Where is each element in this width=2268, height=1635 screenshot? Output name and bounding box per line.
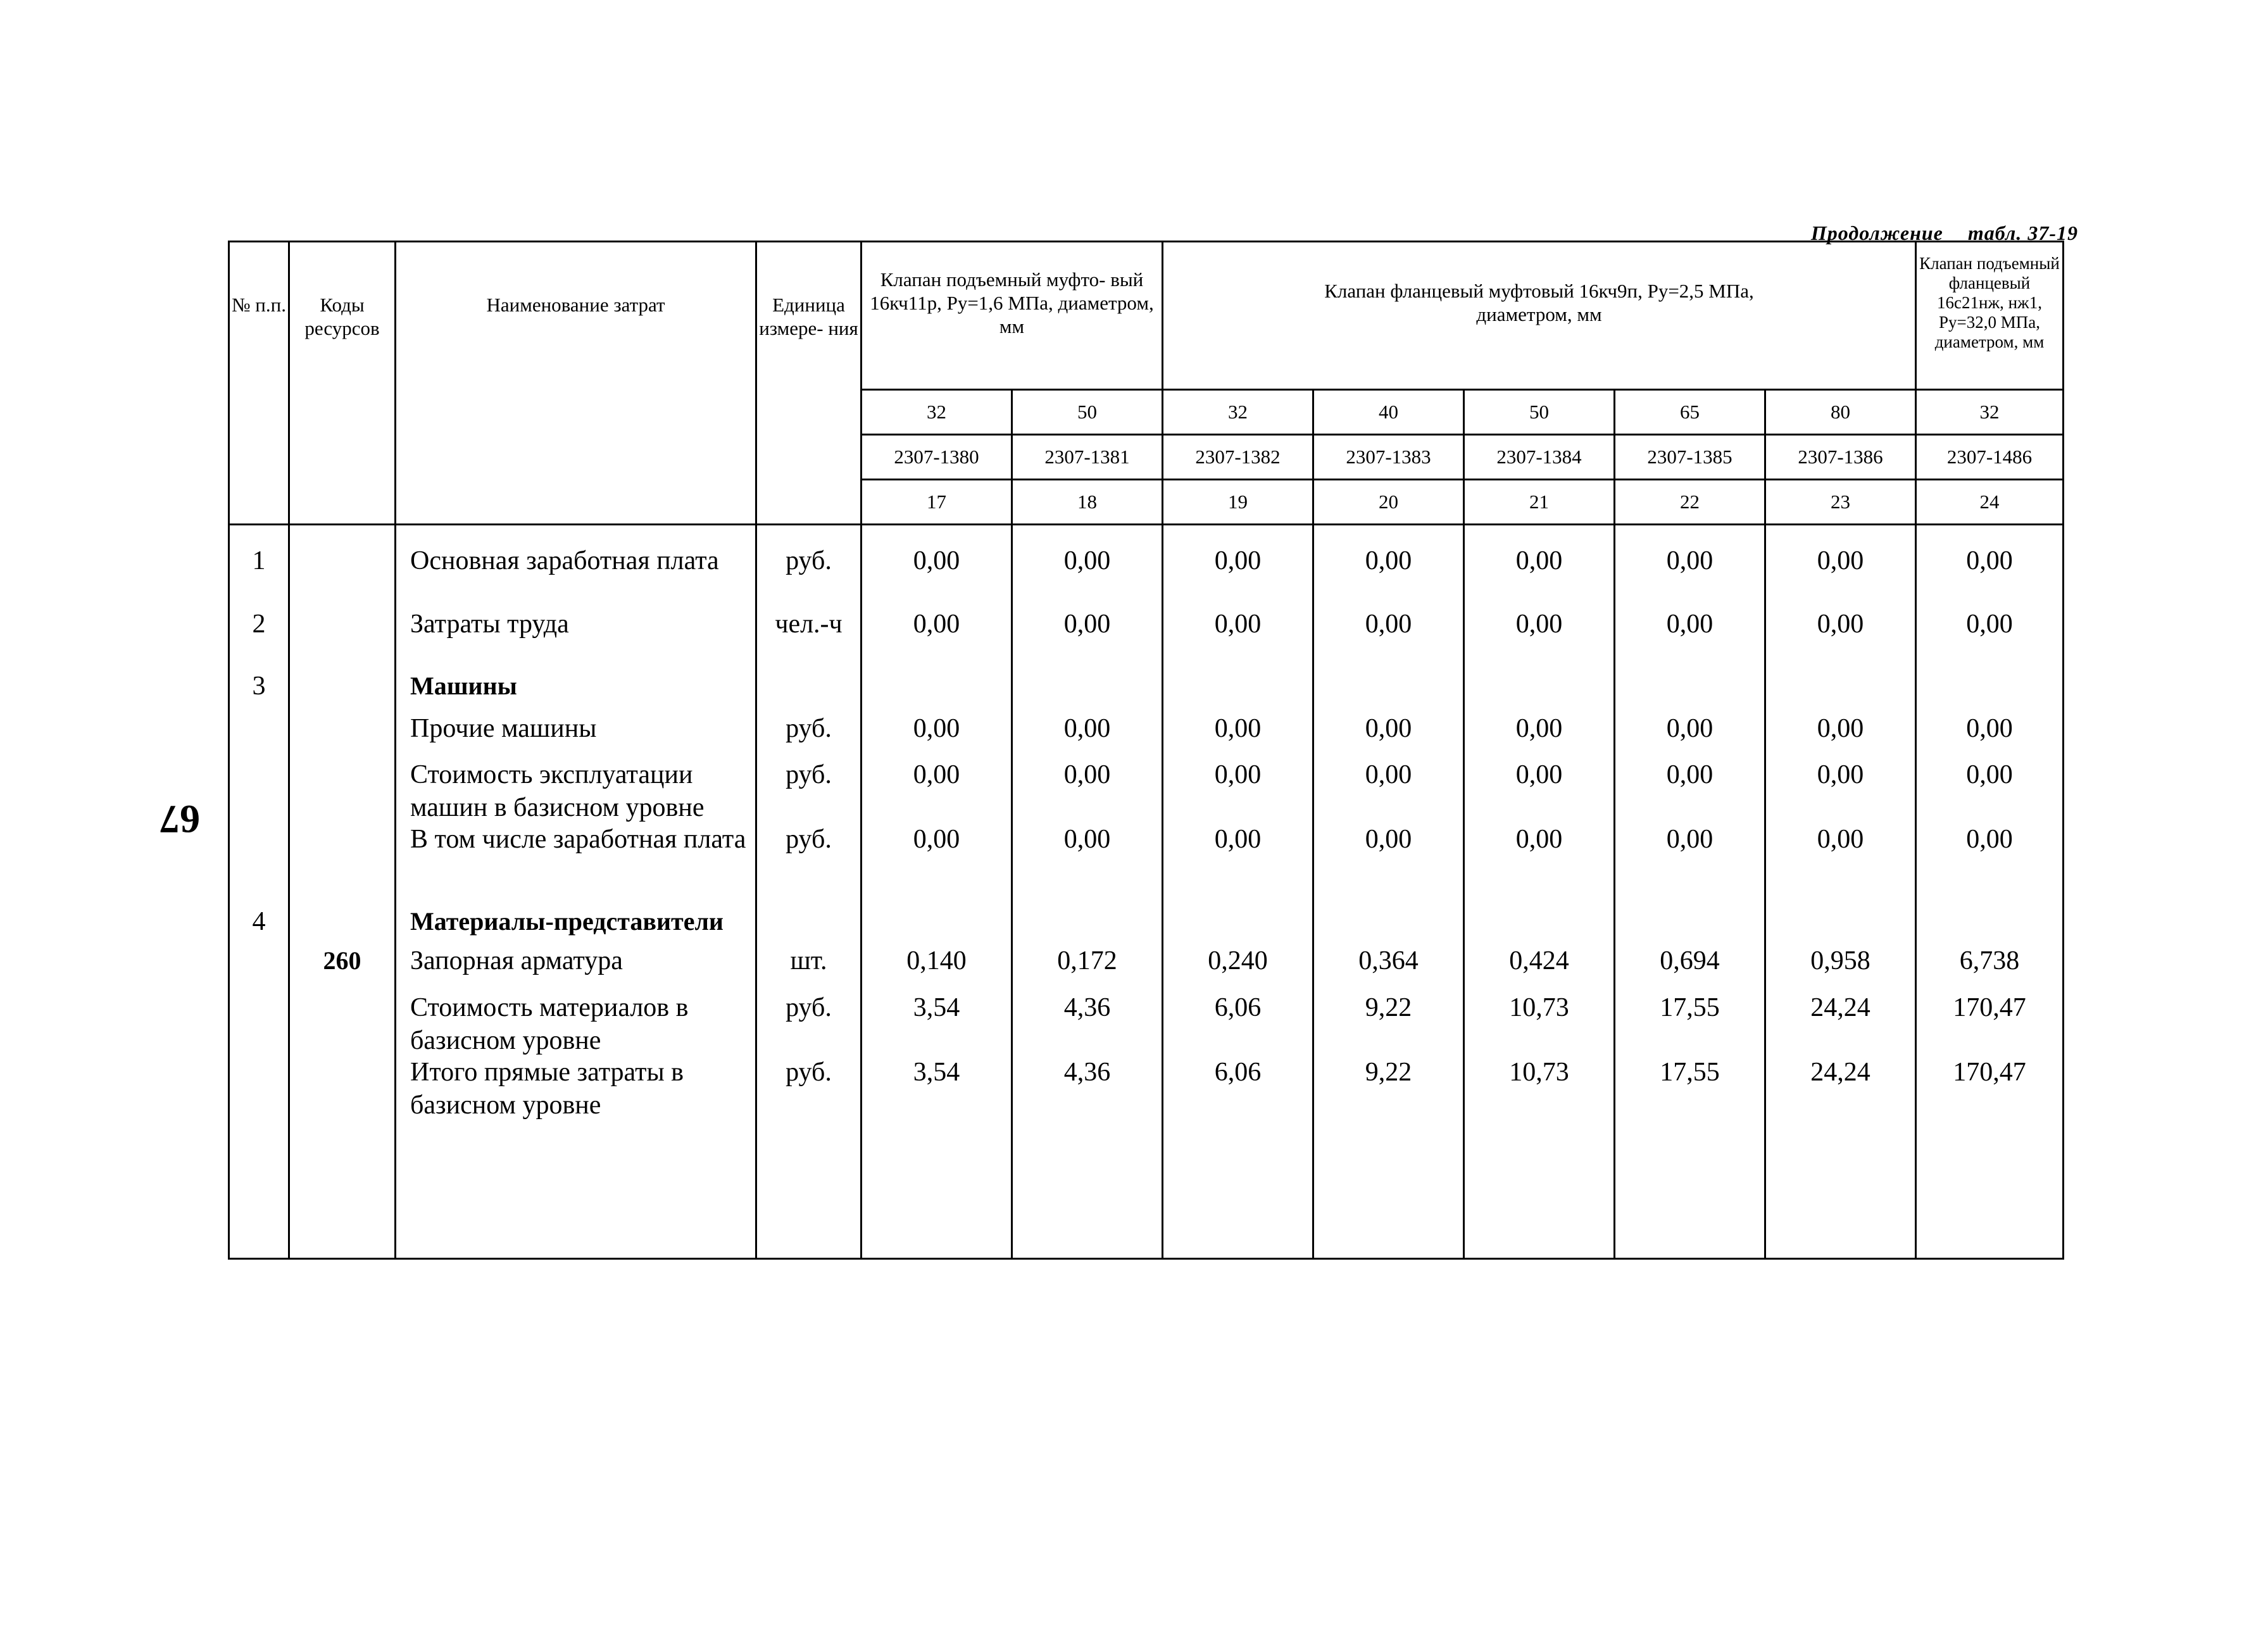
body-col-name xyxy=(396,525,756,1259)
row-value-cell: 0,00 xyxy=(1817,760,1864,789)
row-value-cell: 0,00 xyxy=(1817,825,1864,854)
row-value-cell: 24,24 xyxy=(1810,1058,1870,1087)
row-value-cell: 0,424 xyxy=(1509,946,1569,975)
body-col-value xyxy=(1313,525,1464,1259)
row-number: 1 xyxy=(252,546,266,575)
row-value-cell: 0,00 xyxy=(1365,825,1412,854)
diameter-cell: 32 xyxy=(861,390,1012,435)
row-resource-code: 260 xyxy=(323,946,361,975)
row-value-cell: 0,00 xyxy=(1666,825,1714,854)
row-value-cell: 0,00 xyxy=(1666,760,1714,789)
resource-code-cell: 2307-1380 xyxy=(861,435,1012,480)
column-number-cell: 24 xyxy=(1916,480,2064,525)
row-value-cell: 0,00 xyxy=(1666,610,1714,639)
row-value-cell: 6,738 xyxy=(1959,946,2020,975)
body-col-value xyxy=(1163,525,1313,1259)
row-cost-name: Итого прямые затраты в базисном уровне xyxy=(410,1058,684,1120)
row-cost-name: В том числе заработная плата xyxy=(410,825,746,854)
row-number: 4 xyxy=(252,907,266,936)
body-col-unit xyxy=(756,525,861,1259)
row-value-cell: 170,47 xyxy=(1953,993,2026,1022)
row-value-cell: 3,54 xyxy=(913,993,960,1022)
header-unit: Единица измере- ния xyxy=(756,242,861,525)
row-unit: руб. xyxy=(786,993,832,1022)
diameter-cell: 65 xyxy=(1615,390,1765,435)
resource-table xyxy=(228,241,2064,1260)
header-codes: Коды ресурсов xyxy=(289,242,396,525)
row-value-cell: 0,00 xyxy=(913,714,960,743)
header-group-3: Клапан подъемный фланцевый 16с21нж, нж1, Ру=32,0 МПа, диаметром, мм xyxy=(1916,242,2064,390)
row-cost-name: Затраты труда xyxy=(410,610,569,639)
row-value-cell: 0,00 xyxy=(1817,714,1864,743)
row-value-cell: 0,00 xyxy=(1666,546,1714,575)
column-number-cell: 20 xyxy=(1313,480,1464,525)
diameter-cell: 80 xyxy=(1765,390,1916,435)
row-value-cell: 17,55 xyxy=(1660,993,1720,1022)
row-cost-name: Прочие машины xyxy=(410,714,597,743)
body-col-value xyxy=(1615,525,1765,1259)
page-number: 67 xyxy=(160,797,200,842)
row-value-cell: 6,06 xyxy=(1214,1058,1262,1087)
row-cost-name: Стоимость материалов в базисном уровне xyxy=(410,993,689,1055)
body-col-value xyxy=(1916,525,2064,1259)
column-number-cell: 17 xyxy=(861,480,1012,525)
row-value-cell: 0,00 xyxy=(1063,714,1111,743)
resource-code-cell: 2307-1486 xyxy=(1916,435,2064,480)
diameter-cell: 40 xyxy=(1313,390,1464,435)
row-value-cell: 0,00 xyxy=(1817,610,1864,639)
row-value-cell: 0,00 xyxy=(1063,610,1111,639)
column-number-cell: 23 xyxy=(1765,480,1916,525)
row-cost-name: Материалы-представители xyxy=(410,907,724,936)
resource-code-cell: 2307-1381 xyxy=(1012,435,1163,480)
row-unit: руб. xyxy=(786,546,832,575)
row-unit: шт. xyxy=(790,946,827,975)
row-value-cell: 0,00 xyxy=(913,825,960,854)
resource-code-cell: 2307-1386 xyxy=(1765,435,1916,480)
row-value-cell: 0,00 xyxy=(1515,714,1563,743)
row-value-cell: 4,36 xyxy=(1063,993,1111,1022)
body-col-value xyxy=(1765,525,1916,1259)
row-value-cell: 6,06 xyxy=(1214,993,1262,1022)
row-value-cell: 0,00 xyxy=(1966,610,2013,639)
row-value-cell: 0,00 xyxy=(1515,825,1563,854)
row-cost-name: Запорная арматура xyxy=(410,946,623,975)
row-value-cell: 0,00 xyxy=(1966,714,2013,743)
row-value-cell: 0,240 xyxy=(1208,946,1268,975)
row-value-cell: 0,00 xyxy=(1365,760,1412,789)
row-number: 3 xyxy=(252,672,266,701)
column-number-cell: 22 xyxy=(1615,480,1765,525)
row-value-cell: 0,00 xyxy=(1214,610,1262,639)
row-value-cell: 0,00 xyxy=(1966,760,2013,789)
caption-table-ref: табл. 37-19 xyxy=(1967,222,2078,244)
row-value-cell: 0,00 xyxy=(1063,760,1111,789)
row-value-cell: 3,54 xyxy=(913,1058,960,1087)
row-value-cell: 0,00 xyxy=(1515,610,1563,639)
row-value-cell: 0,00 xyxy=(1666,714,1714,743)
header-group-2: Клапан фланцевый муфтовый 16кч9п, Ру=2,5 МПа, диаметром, мм xyxy=(1163,242,1916,390)
row-value-cell: 0,00 xyxy=(1214,825,1262,854)
resource-code-cell: 2307-1383 xyxy=(1313,435,1464,480)
row-unit: руб. xyxy=(786,714,832,743)
header-name: Наименование затрат xyxy=(396,242,756,525)
row-value-cell: 0,00 xyxy=(1966,825,2013,854)
table-body xyxy=(229,525,2064,1259)
diameter-cell: 32 xyxy=(1163,390,1313,435)
row-value-cell: 0,00 xyxy=(1214,714,1262,743)
row-number: 2 xyxy=(252,610,266,639)
row-value-cell: 0,00 xyxy=(1966,546,2013,575)
row-cost-name: Основная заработная плата xyxy=(410,546,719,575)
caption-prefix: Продолжение xyxy=(1810,222,1943,244)
row-value-cell: 0,00 xyxy=(1817,546,1864,575)
row-value-cell: 0,00 xyxy=(1365,610,1412,639)
body-col-value xyxy=(1012,525,1163,1259)
header-no: № п.п. xyxy=(229,242,289,525)
row-value-cell: 0,172 xyxy=(1057,946,1117,975)
row-value-cell: 10,73 xyxy=(1509,993,1569,1022)
body-col-code xyxy=(289,525,396,1259)
body-col-value xyxy=(861,525,1012,1259)
resource-code-cell: 2307-1384 xyxy=(1464,435,1615,480)
row-value-cell: 170,47 xyxy=(1953,1058,2026,1087)
row-value-cell: 9,22 xyxy=(1365,993,1412,1022)
row-value-cell: 0,00 xyxy=(1515,760,1563,789)
row-cost-name: Стоимость эксплуатации машин в базисном уровне xyxy=(410,760,705,822)
row-value-cell: 0,00 xyxy=(1365,714,1412,743)
diameter-cell: 32 xyxy=(1916,390,2064,435)
resource-code-cell: 2307-1382 xyxy=(1163,435,1313,480)
row-value-cell: 0,00 xyxy=(1063,825,1111,854)
resource-code-cell: 2307-1385 xyxy=(1615,435,1765,480)
column-number-cell: 18 xyxy=(1012,480,1163,525)
diameter-cell: 50 xyxy=(1012,390,1163,435)
row-value-cell: 9,22 xyxy=(1365,1058,1412,1087)
column-number-cell: 21 xyxy=(1464,480,1615,525)
row-value-cell: 0,00 xyxy=(1214,760,1262,789)
row-value-cell: 0,00 xyxy=(1365,546,1412,575)
row-value-cell: 0,00 xyxy=(913,546,960,575)
row-value-cell: 0,694 xyxy=(1660,946,1720,975)
row-value-cell: 24,24 xyxy=(1810,993,1870,1022)
row-value-cell: 0,00 xyxy=(1214,546,1262,575)
row-unit: руб. xyxy=(786,760,832,789)
row-unit: чел.-ч xyxy=(775,610,843,639)
row-value-cell: 4,36 xyxy=(1063,1058,1111,1087)
row-value-cell: 0,00 xyxy=(913,760,960,789)
row-unit: руб. xyxy=(786,825,832,854)
row-value-cell: 0,00 xyxy=(1063,546,1111,575)
row-value-cell: 0,00 xyxy=(1515,546,1563,575)
header-group-1: Клапан подъемный муфто- вый 16кч11р, Ру=1,6 МПа, диаметром, мм xyxy=(861,242,1163,390)
column-number-cell: 19 xyxy=(1163,480,1313,525)
row-value-cell: 0,140 xyxy=(906,946,967,975)
row-value-cell: 17,55 xyxy=(1660,1058,1720,1087)
row-value-cell: 10,73 xyxy=(1509,1058,1569,1087)
row-value-cell: 0,364 xyxy=(1358,946,1419,975)
body-col-no xyxy=(229,525,289,1259)
row-value-cell: 0,00 xyxy=(913,610,960,639)
row-value-cell: 0,958 xyxy=(1810,946,1870,975)
diameter-cell: 50 xyxy=(1464,390,1615,435)
row-cost-name: Машины xyxy=(410,672,517,700)
row-unit: руб. xyxy=(786,1058,832,1087)
body-col-value xyxy=(1464,525,1615,1259)
